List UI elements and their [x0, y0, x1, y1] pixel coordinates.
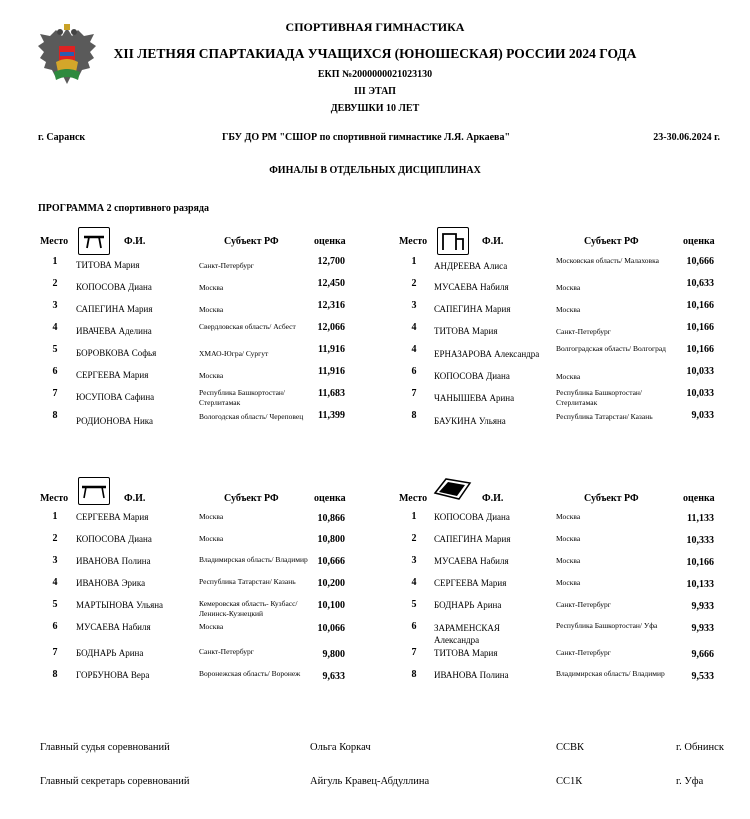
uneven-bars-icon: [437, 227, 469, 255]
finals-title: ФИНАЛЫ В ОТДЕЛЬНЫХ ДИСЦИПЛИНАХ: [269, 165, 481, 176]
column-name: Ф.И.: [482, 236, 504, 247]
column-place: Место: [40, 493, 69, 504]
dates-label: 23-30.06.2024 г.: [653, 132, 720, 143]
category-label: ДЕВУШКИ 10 ЛЕТ: [330, 103, 420, 114]
organizer-label: ГБУ ДО РМ "СШОР по спортивной гимнастике Л.Я. Аркаева": [222, 132, 511, 143]
column-region: Субъект РФ: [224, 236, 279, 247]
official-city: г. Обнинск: [676, 742, 724, 753]
column-score: оценка: [314, 493, 346, 504]
column-score: оценка: [683, 236, 715, 247]
column-place: Место: [40, 236, 69, 247]
column-name: Ф.И.: [124, 493, 146, 504]
stage-label: III ЭТАП: [354, 86, 396, 97]
official-city: г. Уфа: [676, 776, 704, 787]
ekp-number: ЕКП №2000000021023130: [317, 69, 433, 80]
vault-icon: [78, 227, 110, 255]
sport-title: СПОРТИВНАЯ ГИМНАСТИКА: [285, 20, 465, 34]
official-role: Главный секретарь соревнований: [40, 776, 190, 787]
official-name: Ольга Коркач: [310, 742, 371, 753]
column-place: Место: [399, 493, 428, 504]
program-label: ПРОГРАММА 2 спортивного разряда: [38, 203, 209, 214]
column-region: Субъект РФ: [584, 236, 639, 247]
column-name: Ф.И.: [124, 236, 146, 247]
city-label: г. Саранск: [38, 132, 86, 143]
balance-beam-icon: [78, 477, 110, 505]
column-region: Субъект РФ: [584, 493, 639, 504]
event-title: XII ЛЕТНЯЯ СПАРТАКИАДА УЧАЩИХСЯ (ЮНОШЕСКАЯ) РОССИИ 2024 ГОДА: [113, 46, 637, 61]
column-place: Место: [399, 236, 428, 247]
official-name: Айгуль Кравец-Абдуллина: [310, 776, 430, 787]
column-score: оценка: [314, 236, 346, 247]
official-category: ССВК: [556, 742, 585, 753]
floor-exercise-icon: [432, 475, 472, 503]
official-role: Главный судья соревнований: [40, 742, 170, 753]
column-name: Ф.И.: [482, 493, 504, 504]
column-region: Субъект РФ: [224, 493, 279, 504]
column-score: оценка: [683, 493, 715, 504]
official-category: СС1К: [556, 776, 583, 787]
